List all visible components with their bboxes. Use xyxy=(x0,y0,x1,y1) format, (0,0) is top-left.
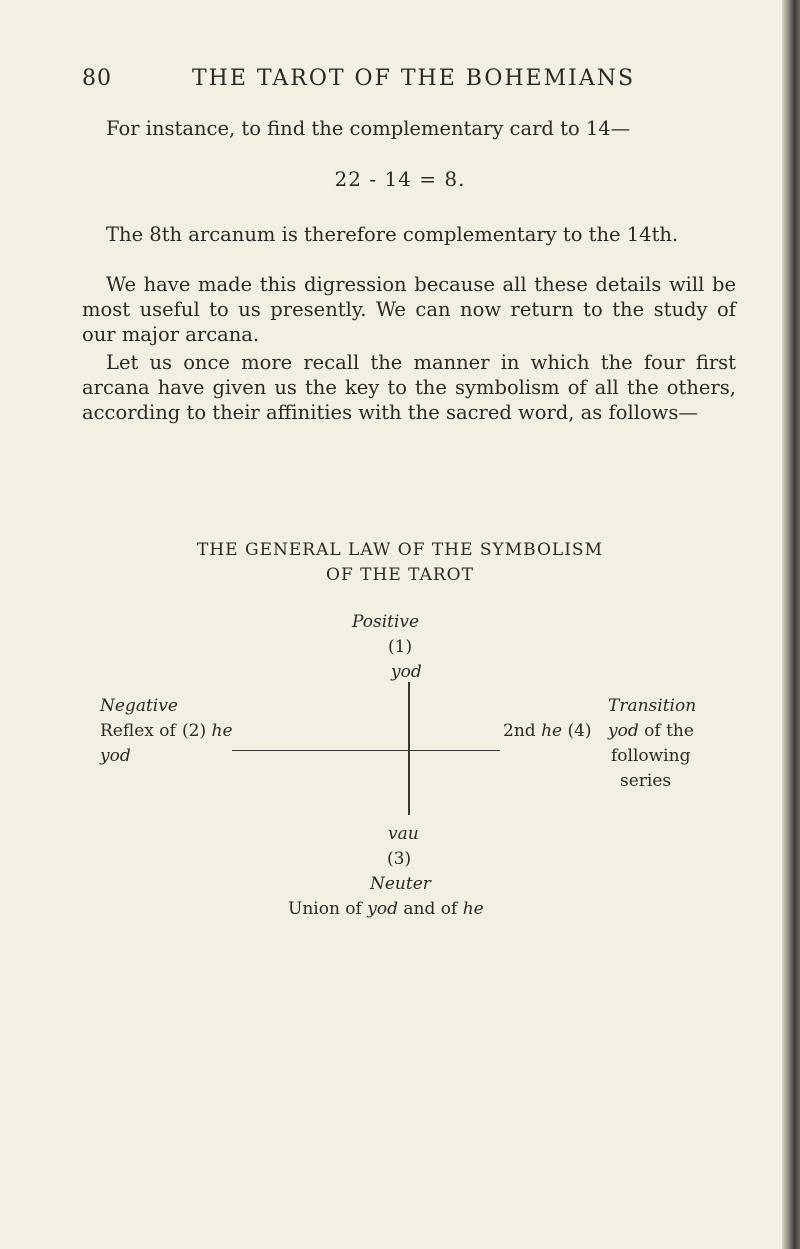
number-4: (4) xyxy=(567,721,592,741)
label-following: following xyxy=(611,746,691,766)
number-2: (2) he xyxy=(182,721,233,741)
running-header xyxy=(82,66,732,96)
paragraph-4: Let us once more recall the manner in which the four first arcana have given us the key to the symbolism of all the others, according to their affinities with the sacred word, as follows— xyxy=(82,351,736,424)
label-union: Union of yod and of he xyxy=(288,899,484,919)
running-title: THE TAROT OF THE BOHEMIANS xyxy=(192,66,636,91)
horizontal-line-left xyxy=(232,750,408,751)
letter-yod-top: yod xyxy=(391,662,422,682)
label-yod-left: yod xyxy=(100,746,131,766)
label-2nd-he: 2nd he (4) xyxy=(503,721,592,741)
symbolism-diagram xyxy=(0,600,800,960)
letter-he-right: he xyxy=(541,721,563,741)
label-negative: Negative xyxy=(100,696,178,716)
number-1: (1) xyxy=(388,637,413,657)
paragraph-1: For instance, to find the complementary card to 14— xyxy=(106,117,631,140)
label-transition: Transition xyxy=(608,696,697,716)
paragraph-3: We have made this digression because all these details will be most useful to us presently. We can now return to the study of our major arcana. xyxy=(82,273,736,346)
paragraph-2: The 8th arcanum is therefore complementary to the 14th. xyxy=(106,223,679,246)
label-positive: Positive xyxy=(352,612,420,632)
label-reflex-of: Reflex of xyxy=(100,721,176,741)
horizontal-line-right xyxy=(410,750,500,751)
label-neuter: Neuter xyxy=(370,874,431,894)
diagram-heading-line-1: THE GENERAL LAW OF THE SYMBOLISM xyxy=(197,540,603,560)
label-yod-of-the: yod of the xyxy=(608,721,694,741)
page-number: 80 xyxy=(82,66,112,91)
letter-he-left: he xyxy=(211,721,233,741)
equation: 22 - 14 = 8. xyxy=(334,167,466,191)
diagram-heading-line-2: OF THE TAROT xyxy=(326,565,474,585)
label-series: series xyxy=(620,771,672,791)
letter-vau: vau xyxy=(388,824,419,844)
vertical-line xyxy=(408,682,410,815)
number-3: (3) xyxy=(387,849,412,869)
